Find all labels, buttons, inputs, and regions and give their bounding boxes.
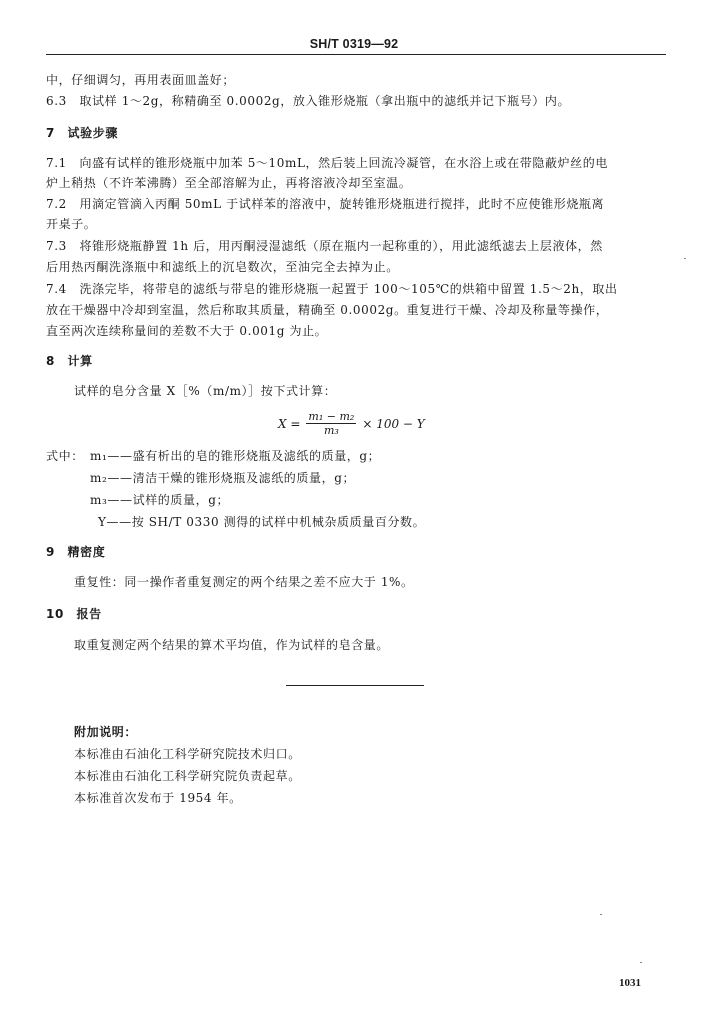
formula-tail: × 100 − Y: [362, 416, 425, 431]
clause-7-1-line-2: 炉上稍热（不许苯沸腾）至全部溶解为止，再将溶液冷却至室温。: [46, 176, 412, 190]
section-7-heading: 7 试验步骤: [46, 126, 118, 140]
section-8-heading: 8 计算: [46, 354, 93, 368]
definition-m3: m₃——试样的质量，g；: [90, 493, 230, 507]
end-rule: [286, 685, 424, 686]
header-rule: [46, 54, 666, 55]
definition-m2: m₂——清洁干燥的锥形烧瓶及滤纸的质量，g；: [90, 471, 356, 485]
clause-7-3-line-1: 7.3 将锥形烧瓶静置 1h 后，用丙酮浸湿滤纸（原在瓶内一起称重的），用此滤纸滤去上层液体，然: [46, 239, 603, 253]
additional-notes-heading: 附加说明：: [74, 725, 138, 739]
clause-7-4-line-3: 直至两次连续称量间的差数不大于 0.001g 为止。: [46, 324, 328, 338]
scan-speck: [684, 258, 686, 259]
clause-7-4-line-1: 7.4 洗涤完毕，将带皂的滤纸与带皂的锥形烧瓶一起置于 100～105℃的烘箱中留置 1.5～2h，取出: [46, 282, 618, 296]
clause-7-3-line-2: 后用热丙酮洗涤瓶中和滤纸上的沉皂数次，至油完全去掉为止。: [46, 260, 399, 274]
report-text: 取重复测定两个结果的算术平均值，作为试样的皂含量。: [74, 638, 390, 652]
formula-denominator-m3: m₃: [323, 424, 339, 437]
repeatability-text: 重复性：同一操作者重复测定的两个结果之差不应大于 1%。: [74, 575, 414, 589]
formula-minus: −: [326, 410, 336, 423]
calculation-intro: 试样的皂分含量 X［%（m/m）］按下式计算：: [74, 384, 337, 398]
page-number: 1031: [619, 977, 641, 989]
formula-lhs: X =: [278, 416, 301, 431]
scan-speck: [600, 914, 602, 915]
clause-7-2-line-1: 7.2 用滴定管滴入丙酮 50mL 于试样苯的溶液中，旋转锥形烧瓶进行搅拌，此时不应使锥形烧瓶离: [46, 197, 605, 211]
note-line-2: 本标准由石油化工科学研究院负责起草。: [74, 769, 301, 783]
formula-numerator-m1: m₁: [308, 410, 324, 423]
where-label: 式中：: [46, 449, 84, 463]
formula-numerator-m2: m₂: [339, 410, 355, 423]
clause-7-1-line-1: 7.1 向盛有试样的锥形烧瓶中加苯 5～10mL，然后装上回流冷凝管，在水浴上或在带隐蔽炉丝的电: [46, 156, 608, 170]
section-9-heading: 9 精密度: [46, 545, 106, 559]
standard-code-header: SH/T 0319—92: [309, 37, 399, 51]
note-line-1: 本标准由石油化工科学研究院技术归口。: [74, 747, 301, 761]
section-10-heading: 10 报告: [46, 607, 102, 621]
formula-fraction: [306, 410, 356, 437]
text-line: 中，仔细调匀，再用表面皿盖好；: [46, 73, 236, 87]
soap-content-formula: [278, 410, 425, 437]
clause-7-2-line-2: 开桌子。: [46, 217, 97, 231]
clause-7-4-line-2: 放在干燥器中冷却到室温，然后称取其质量，精确至 0.0002g。重复进行干燥、冷却及称量等操作，: [46, 303, 609, 317]
clause-6-3: 6.3 取试样 1～2g，称精确至 0.0002g，放入锥形烧瓶（拿出瓶中的滤纸并记下瓶号）内。: [46, 94, 571, 108]
definition-y: Y——按 SH/T 0330 测得的试样中机械杂质质量百分数。: [98, 515, 426, 529]
definition-m1: m₁——盛有析出的皂的锥形烧瓶及滤纸的质量，g；: [90, 449, 381, 463]
note-line-3: 本标准首次发布于 1954 年。: [74, 791, 242, 805]
scan-speck: [640, 962, 642, 963]
